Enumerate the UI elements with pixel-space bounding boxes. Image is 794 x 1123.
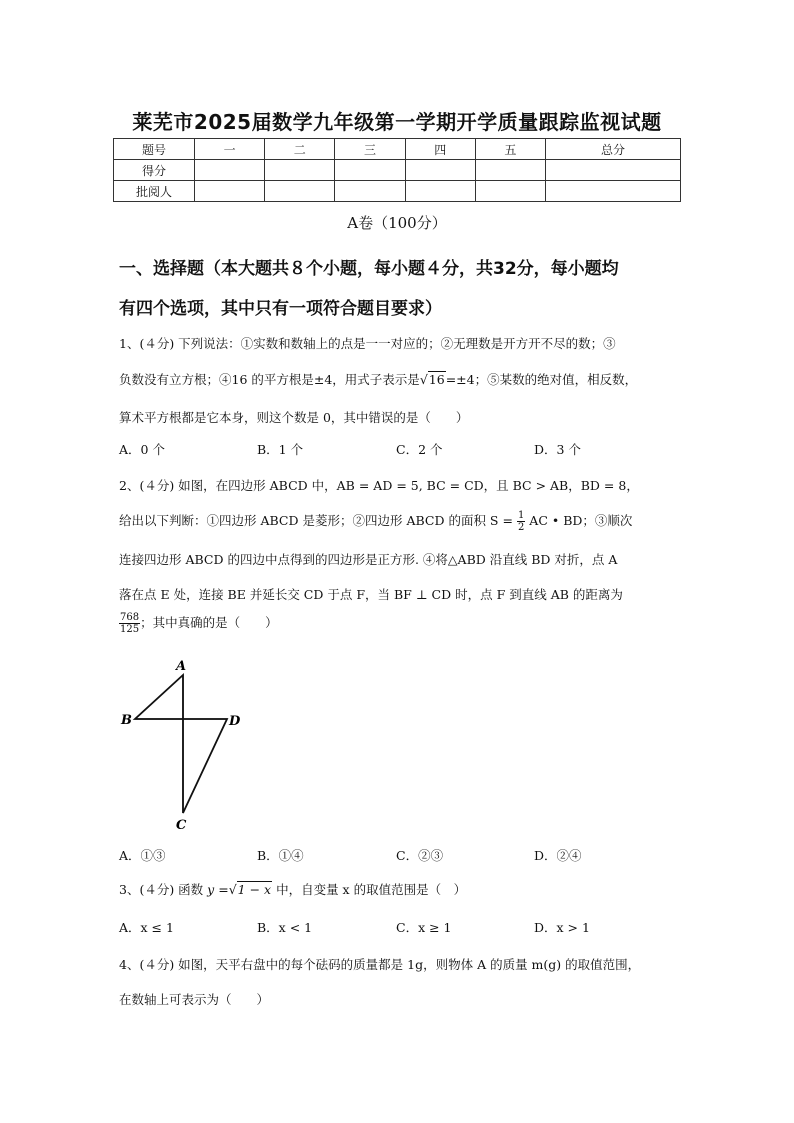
table-cell <box>265 160 335 181</box>
q3-option-a: A．x ≤ 1 <box>119 920 174 935</box>
sqrt-symbol: √ <box>419 372 428 387</box>
label-b: B <box>121 713 132 728</box>
table-row <box>114 139 681 160</box>
q1-line3: 算术平方根都是它本身，则这个数是 0，其中错误的是（ ） <box>119 410 469 425</box>
sqrt-symbol: √ <box>228 882 237 897</box>
table-cell: 一 <box>195 139 265 160</box>
table-cell <box>475 160 545 181</box>
table-cell <box>405 160 475 181</box>
q3-line1-pre: 3、(４分) 函数 <box>119 882 204 897</box>
q2-line1: 2、(４分) 如图，在四边形 ABCD 中，AB = AD = 5, BC = CD，且 BC > AB，BD = 8， <box>119 478 639 493</box>
table-cell: 批阅人 <box>114 181 195 202</box>
q1-option-c: C．2 个 <box>396 442 443 457</box>
table-cell <box>195 160 265 181</box>
fraction-denominator: 125 <box>120 624 140 635</box>
table-cell <box>195 181 265 202</box>
table-cell <box>265 181 335 202</box>
q3-option-d: D．x > 1 <box>534 920 590 935</box>
q2-option-b: B．①④ <box>257 848 304 863</box>
label-a: A <box>176 659 187 674</box>
q3-option-b: B．x < 1 <box>257 920 313 935</box>
q2-line5 <box>119 612 278 635</box>
fraction-half <box>517 510 525 533</box>
table-cell: 三 <box>335 139 405 160</box>
fraction-denominator: 2 <box>517 522 525 533</box>
table-cell: 二 <box>265 139 335 160</box>
q1-radicand: 16 <box>428 372 445 387</box>
q4-line2: 在数轴上可表示为（ ） <box>119 992 270 1007</box>
kite-outline <box>135 675 227 813</box>
section-heading-line1: 一、选择题（本大题共８个小题，每小题４分，共32分，每小题均 <box>119 259 619 279</box>
q1-line2 <box>119 370 637 388</box>
table-cell: 题号 <box>114 139 195 160</box>
q3-line1 <box>119 880 466 898</box>
q4-line1: 4、(４分) 如图，天平右盘中的每个砝码的质量都是 1g，则物体 A 的质量 m(g) 的取值范围， <box>119 957 641 972</box>
q2-line5-post: ；其中真确的是（ ） <box>140 615 278 630</box>
label-c: C <box>176 818 187 833</box>
q1-line1: 1、(４分) 下列说法：①实数和数轴上的点是一一对应的；②无理数是开方开不尽的数；③ <box>119 336 616 351</box>
q2-option-a: A．①③ <box>119 848 166 863</box>
q3-option-c: C．x ≥ 1 <box>396 920 452 935</box>
q2-line2-pre: 给出以下判断：①四边形 ABCD 是菱形；②四边形 ABCD 的面积 S = <box>119 513 513 528</box>
table-cell <box>475 181 545 202</box>
q2-line4: 落在点 E 处，连接 BE 并延长交 CD 于点 F，当 BF ⊥ CD 时，点 F 到直线 AB 的距离为 <box>119 587 623 602</box>
kite-figure <box>115 655 255 833</box>
fraction-numerator: 1 <box>517 510 525 521</box>
q1-line2-pre: 负数没有立方根；④16 的平方根是±4，用式子表示是 <box>119 372 420 387</box>
table-row <box>114 160 681 181</box>
q2-option-c: C．②③ <box>396 848 444 863</box>
table-cell <box>546 181 681 202</box>
q1-option-a: A．0 个 <box>119 442 165 457</box>
table-cell <box>405 181 475 202</box>
section-heading-line2: 有四个选项，其中只有一项符合题目要求） <box>119 299 442 319</box>
q1-option-d: D．3 个 <box>534 442 581 457</box>
q2-line3: 连接四边形 ABCD 的四边中点得到的四边形是正方形. ④将△ABD 沿直线 BD 对折，点 A <box>119 552 618 567</box>
fraction-numerator: 768 <box>120 612 140 623</box>
label-d: D <box>229 714 241 729</box>
table-cell: 五 <box>475 139 545 160</box>
fraction-distance <box>119 612 140 635</box>
table-cell <box>335 181 405 202</box>
table-row <box>114 181 681 202</box>
score-table <box>113 138 681 202</box>
q3-radicand: 1 − x <box>237 882 272 897</box>
q2-line2 <box>119 510 632 533</box>
page-title: 莱芜市2025届数学九年级第一学期开学质量跟踪监视试题 <box>132 110 662 134</box>
q2-line2-post: AC • BD；③顺次 <box>529 513 633 528</box>
table-cell: 总分 <box>546 139 681 160</box>
q2-option-d: D．②④ <box>534 848 582 863</box>
volume-heading: A卷（100分） <box>347 214 447 232</box>
table-cell: 四 <box>405 139 475 160</box>
q1-option-b: B．1 个 <box>257 442 304 457</box>
table-cell <box>546 160 681 181</box>
table-cell <box>335 160 405 181</box>
q1-line2-post: =±4；⑤某数的绝对值，相反数， <box>445 372 638 387</box>
q3-function-y: y = <box>207 882 229 897</box>
q3-line1-post: 中，自变量 x 的取值范围是（ ） <box>276 882 467 897</box>
table-cell: 得分 <box>114 160 195 181</box>
